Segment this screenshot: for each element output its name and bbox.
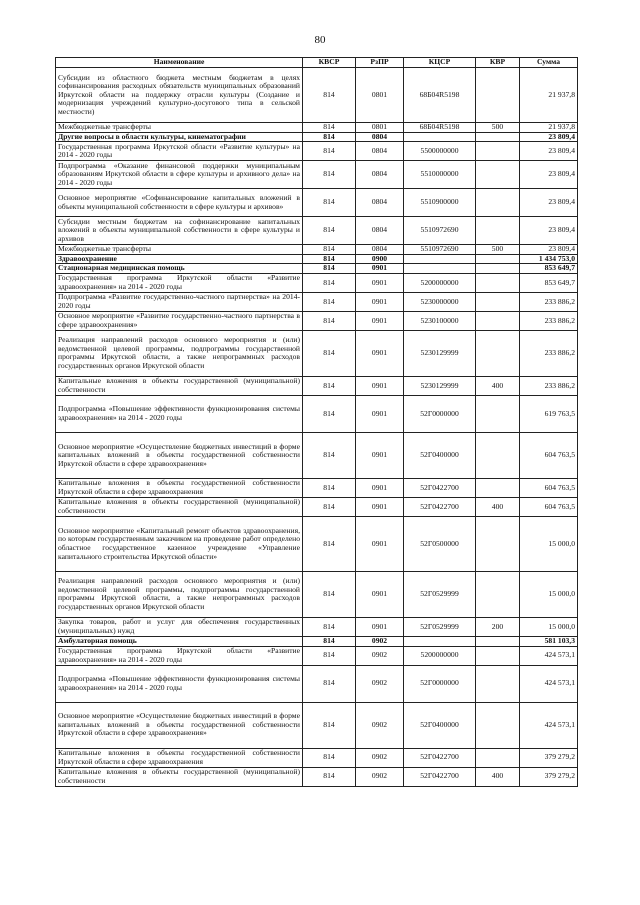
row-rzpr: 0804 (356, 217, 404, 245)
row-name: Подпрограмма «Развитие государственно-частного партнерства» на 2014-2020 годы (56, 292, 303, 311)
row-rzpr: 0901 (356, 395, 404, 432)
row-kvsr: 814 (303, 245, 356, 255)
row-name: Подпрограмма «Оказание финансовой поддержки муниципальным образованиям Иркутской области в сфере культуры и архивного дела» на 2014 - 2020 годы (56, 161, 303, 189)
row-kvr (476, 161, 520, 189)
row-kvr: 400 (476, 376, 520, 395)
row-kvr (476, 748, 520, 767)
row-kcsr: 52Г0400000 (404, 702, 476, 748)
row-name: Подпрограмма «Повышение эффективности функционирования системы здравоохранения» на 2014 - 2020 годы (56, 665, 303, 702)
table-row (56, 516, 578, 571)
row-kvsr: 814 (303, 636, 356, 646)
row-rzpr: 0902 (356, 702, 404, 748)
table-row (56, 330, 578, 376)
row-kvsr: 814 (303, 68, 356, 123)
row-kcsr: 5230000000 (404, 292, 476, 311)
row-rzpr: 0902 (356, 748, 404, 767)
table-row (56, 497, 578, 516)
row-kcsr: 68Б04R5198 (404, 68, 476, 123)
row-kvr: 200 (476, 617, 520, 636)
table-row (56, 748, 578, 767)
row-name: Основное мероприятие «Развитие государственно-частного партнерства в сфере здравоохранения» (56, 311, 303, 330)
row-kcsr: 52Г0422700 (404, 497, 476, 516)
row-kcsr: 5230100000 (404, 311, 476, 330)
row-rzpr: 0804 (356, 189, 404, 217)
row-sum: 21 937,8 (520, 68, 578, 123)
row-kvsr: 814 (303, 142, 356, 161)
row-rzpr: 0901 (356, 292, 404, 311)
row-rzpr: 0901 (356, 617, 404, 636)
row-kvr (476, 217, 520, 245)
row-rzpr: 0901 (356, 571, 404, 617)
row-kvsr: 814 (303, 395, 356, 432)
row-kvr (476, 636, 520, 646)
row-name: Реализация направлений расходов основного мероприятия и (или) ведомственной целевой программы, подпрограммы государственной программы Иркутской области, а также непрограммных расходов государственных органов Иркутской области (56, 571, 303, 617)
row-kvr (476, 571, 520, 617)
row-kvsr: 814 (303, 264, 356, 274)
header-kvr: КВР (476, 58, 520, 68)
row-rzpr: 0801 (356, 123, 404, 133)
table-row (56, 132, 578, 142)
table-row (56, 617, 578, 636)
row-sum: 853 649,7 (520, 273, 578, 292)
row-sum: 233 886,2 (520, 376, 578, 395)
row-kcsr: 52Г0000000 (404, 665, 476, 702)
row-name: Капитальные вложения в объекты государственной собственности Иркутской области в сфере здравоохранения (56, 748, 303, 767)
row-rzpr: 0902 (356, 636, 404, 646)
row-sum: 15 000,0 (520, 571, 578, 617)
table-row (56, 478, 578, 497)
table-row (56, 571, 578, 617)
row-kvr (476, 68, 520, 123)
row-name: Подпрограмма «Повышение эффективности функционирования системы здравоохранения» на 2014 - 2020 годы (56, 395, 303, 432)
row-sum: 424 573,1 (520, 646, 578, 665)
row-rzpr: 0804 (356, 142, 404, 161)
row-kvsr: 814 (303, 273, 356, 292)
row-name: Стационарная медицинская помощь (56, 264, 303, 274)
row-kvr (476, 330, 520, 376)
row-kcsr: 5510000000 (404, 161, 476, 189)
row-kcsr: 52Г0422700 (404, 748, 476, 767)
row-rzpr: 0902 (356, 665, 404, 702)
row-name: Субсидии из областного бюджета местным бюджетам в целях софинансирования расходных обязательств муниципальных образований Иркутской области на поддержку отрасли культуры (Создание и модернизация учреждений культурно-досугового типа в сельской местности) (56, 68, 303, 123)
row-kvr (476, 142, 520, 161)
row-kcsr: 52Г0422700 (404, 767, 476, 786)
table-row (56, 254, 578, 264)
table-row (56, 264, 578, 274)
row-kvr (476, 665, 520, 702)
row-sum: 379 279,2 (520, 767, 578, 786)
row-kvsr: 814 (303, 330, 356, 376)
row-name: Здравоохранение (56, 254, 303, 264)
row-sum: 604 763,5 (520, 478, 578, 497)
table-row (56, 217, 578, 245)
row-sum: 23 809,4 (520, 217, 578, 245)
row-kvr (476, 702, 520, 748)
row-kcsr: 5500000000 (404, 142, 476, 161)
row-name: Межбюджетные трансферты (56, 123, 303, 133)
row-kcsr: 5510972690 (404, 245, 476, 255)
row-kcsr: 52Г0529999 (404, 617, 476, 636)
row-sum: 619 763,5 (520, 395, 578, 432)
table-row (56, 767, 578, 786)
row-kvr (476, 432, 520, 478)
header-rzpr: РзПР (356, 58, 404, 68)
row-sum: 379 279,2 (520, 748, 578, 767)
row-sum: 233 886,2 (520, 292, 578, 311)
row-kvsr: 814 (303, 665, 356, 702)
row-sum: 233 886,2 (520, 311, 578, 330)
row-kcsr: 52Г0422700 (404, 478, 476, 497)
row-name: Амбулаторная помощь (56, 636, 303, 646)
row-name: Другие вопросы в области культуры, кинематографии (56, 132, 303, 142)
table-row (56, 665, 578, 702)
row-kvsr: 814 (303, 478, 356, 497)
row-kvsr: 814 (303, 132, 356, 142)
row-name: Капитальные вложения в объекты государственной собственности Иркутской области в сфере здравоохранения (56, 478, 303, 497)
row-kvr (476, 395, 520, 432)
row-kcsr (404, 132, 476, 142)
row-kvr: 500 (476, 123, 520, 133)
table-row (56, 311, 578, 330)
row-rzpr: 0804 (356, 245, 404, 255)
row-sum: 15 000,0 (520, 617, 578, 636)
header-kvsr: КВСР (303, 58, 356, 68)
row-kcsr: 5200000000 (404, 273, 476, 292)
row-sum: 1 434 753,0 (520, 254, 578, 264)
table-row (56, 161, 578, 189)
row-kvsr: 814 (303, 571, 356, 617)
row-rzpr: 0901 (356, 478, 404, 497)
row-kvsr: 814 (303, 123, 356, 133)
row-name: Капитальные вложения в объекты государственной (муниципальной) собственности (56, 497, 303, 516)
row-sum: 424 573,1 (520, 665, 578, 702)
row-kvr (476, 189, 520, 217)
row-rzpr: 0901 (356, 376, 404, 395)
row-name: Закупка товаров, работ и услуг для обеспечения государственных (муниципальных) нужд (56, 617, 303, 636)
table-row (56, 376, 578, 395)
row-kvsr: 814 (303, 646, 356, 665)
table-row (56, 245, 578, 255)
row-kvsr: 814 (303, 767, 356, 786)
row-kcsr: 52Г0529999 (404, 571, 476, 617)
row-name: Межбюджетные трансферты (56, 245, 303, 255)
row-sum: 23 809,4 (520, 132, 578, 142)
row-rzpr: 0900 (356, 254, 404, 264)
row-name: Государственная программа Иркутской области «Развитие культуры» на 2014 - 2020 годы (56, 142, 303, 161)
budget-table (55, 57, 578, 787)
header-kcsr: КЦСР (404, 58, 476, 68)
row-sum: 23 809,4 (520, 161, 578, 189)
row-kvsr: 814 (303, 432, 356, 478)
header-sum: Сумма (520, 58, 578, 68)
row-kvsr: 814 (303, 161, 356, 189)
row-kcsr: 5200000000 (404, 646, 476, 665)
row-rzpr: 0901 (356, 311, 404, 330)
table-row (56, 646, 578, 665)
row-sum: 21 937,8 (520, 123, 578, 133)
row-kcsr (404, 636, 476, 646)
row-kvsr: 814 (303, 516, 356, 571)
row-name: Капитальные вложения в объекты государственной (муниципальной) собственности (56, 376, 303, 395)
row-kvr (476, 292, 520, 311)
row-sum: 604 763,5 (520, 497, 578, 516)
table-row (56, 68, 578, 123)
row-kvr (476, 516, 520, 571)
table-row (56, 636, 578, 646)
table-row (56, 273, 578, 292)
row-kcsr (404, 264, 476, 274)
row-sum: 23 809,4 (520, 189, 578, 217)
row-kvr: 400 (476, 767, 520, 786)
row-rzpr: 0804 (356, 132, 404, 142)
row-name: Основное мероприятие «Капитальный ремонт объектов здравоохранения, по которым государственным заказчиком на проведение работ определено областное государственное казенное учреждение «Управление капитального строительства Иркутской области» (56, 516, 303, 571)
row-kvsr: 814 (303, 497, 356, 516)
row-rzpr: 0901 (356, 432, 404, 478)
row-sum: 424 573,1 (520, 702, 578, 748)
row-kcsr: 52Г0000000 (404, 395, 476, 432)
row-kcsr: 5510900000 (404, 189, 476, 217)
row-kvr (476, 132, 520, 142)
table-row (56, 432, 578, 478)
header-name: Наименование (56, 58, 303, 68)
row-kcsr: 52Г0400000 (404, 432, 476, 478)
row-kvr (476, 264, 520, 274)
row-kvsr: 814 (303, 702, 356, 748)
row-sum: 23 809,4 (520, 245, 578, 255)
row-kvsr: 814 (303, 748, 356, 767)
row-rzpr: 0902 (356, 646, 404, 665)
row-sum: 233 886,2 (520, 330, 578, 376)
table-row (56, 395, 578, 432)
row-rzpr: 0901 (356, 273, 404, 292)
row-kcsr: 5230129999 (404, 330, 476, 376)
row-name: Реализация направлений расходов основного мероприятия и (или) ведомственной целевой программы, подпрограммы государственной программы Иркутской области, а также непрограммных расходов государственных органов Иркутской области (56, 330, 303, 376)
row-name: Государственная программа Иркутской области «Развитие здравоохранения» на 2014 - 2020 годы (56, 646, 303, 665)
row-rzpr: 0901 (356, 516, 404, 571)
row-kvsr: 814 (303, 254, 356, 264)
row-name: Основное мероприятие «Осуществление бюджетных инвестиций в форме капитальных вложений в объекты государственной собственности Иркутской области в сфере здравоохранения» (56, 702, 303, 748)
table-row (56, 702, 578, 748)
row-rzpr: 0801 (356, 68, 404, 123)
row-name: Государственная программа Иркутской области «Развитие здравоохранения» на 2014 - 2020 годы (56, 273, 303, 292)
row-kcsr: 52Г0500000 (404, 516, 476, 571)
row-kvr (476, 311, 520, 330)
row-kcsr: 68Б04R5198 (404, 123, 476, 133)
row-name: Основное мероприятие «Осуществление бюджетных инвестиций в форме капитальных вложений в объекты государственной собственности Иркутской области в сфере здравоохранения» (56, 432, 303, 478)
table-row (56, 142, 578, 161)
row-name: Субсидии местным бюджетам на софинансирование капитальных вложений в объекты муниципальной собственности в сфере культуры и архивов (56, 217, 303, 245)
row-kvsr: 814 (303, 617, 356, 636)
row-kvsr: 814 (303, 217, 356, 245)
row-sum: 853 649,7 (520, 264, 578, 274)
row-name: Капитальные вложения в объекты государственной (муниципальной) собственности (56, 767, 303, 786)
table-body (56, 68, 578, 787)
row-sum: 604 763,5 (520, 432, 578, 478)
row-rzpr: 0901 (356, 330, 404, 376)
row-sum: 23 809,4 (520, 142, 578, 161)
row-kvr (476, 254, 520, 264)
row-rzpr: 0902 (356, 767, 404, 786)
page-number: 80 (314, 34, 326, 46)
row-kvsr: 814 (303, 376, 356, 395)
row-kvsr: 814 (303, 292, 356, 311)
table-row (56, 292, 578, 311)
table-row (56, 123, 578, 133)
row-rzpr: 0901 (356, 497, 404, 516)
row-kcsr: 5510972690 (404, 217, 476, 245)
row-kvr (476, 478, 520, 497)
row-sum: 15 000,0 (520, 516, 578, 571)
row-sum: 581 103,3 (520, 636, 578, 646)
table-header-row (56, 58, 578, 68)
row-kvr (476, 273, 520, 292)
row-kcsr: 5230129999 (404, 376, 476, 395)
row-kvr (476, 646, 520, 665)
row-kvr: 500 (476, 245, 520, 255)
row-name: Основное мероприятие «Софинансирование капитальных вложений в объекты муниципальной собственности в сфере культуры и архивов» (56, 189, 303, 217)
row-kvr: 400 (476, 497, 520, 516)
row-kvsr: 814 (303, 311, 356, 330)
row-kcsr (404, 254, 476, 264)
row-rzpr: 0901 (356, 264, 404, 274)
table-row (56, 189, 578, 217)
row-kvsr: 814 (303, 189, 356, 217)
row-rzpr: 0804 (356, 161, 404, 189)
